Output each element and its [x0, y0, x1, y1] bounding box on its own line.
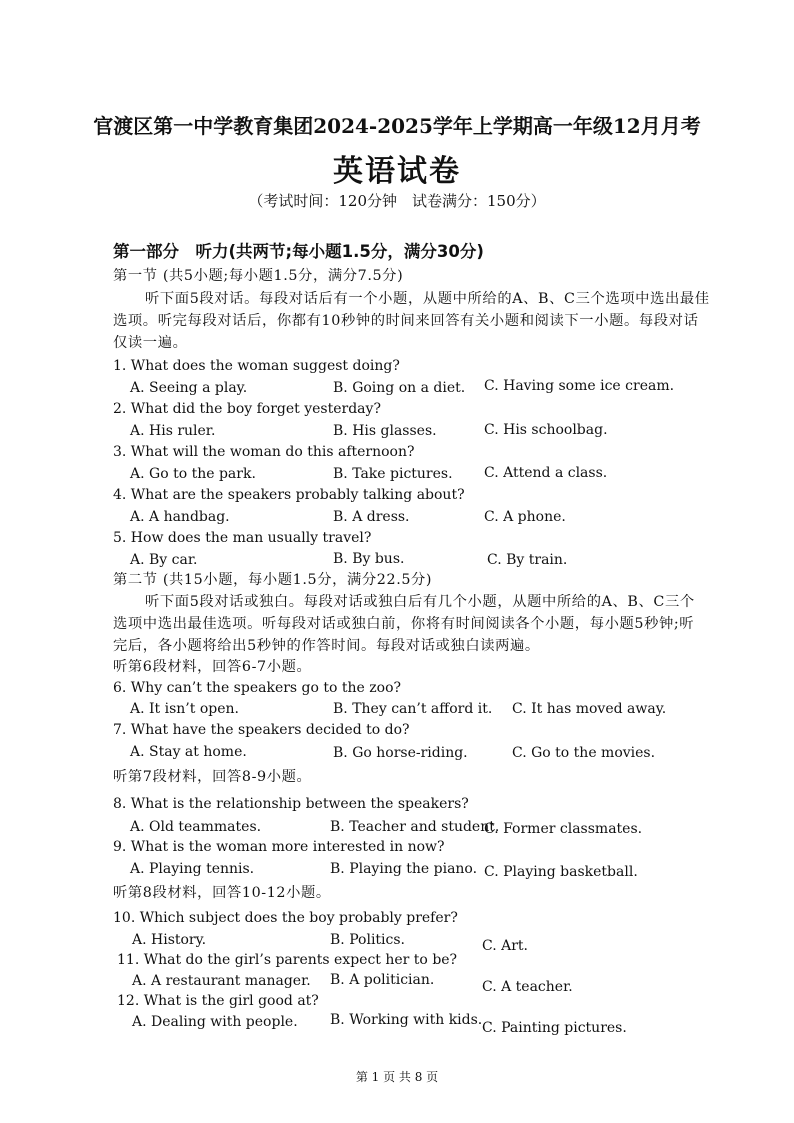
section2-instruction-3: 完后，各小题将给出5秒钟的作答时间。每段对话或独白读两遍。: [113, 638, 540, 654]
exam-title: 官渡区第一中学教育集团2024-2025学年上学期高一年级12月月考: [93, 114, 701, 138]
q6-option-c: C. It has moved away.: [512, 701, 667, 717]
q7-option-c: C. Go to the movies.: [512, 745, 656, 761]
q12-option-c: C. Painting pictures.: [482, 1020, 627, 1036]
q7-option-a: A. Stay at home.: [130, 744, 247, 760]
question-7: 7. What have the speakers decided to do?: [113, 722, 410, 738]
section1-instruction-2: 选项。听完每段对话后，你都有10秒钟的时间来回答有关小题和阅读下一小题。每段对话: [113, 313, 699, 329]
question-3: 3. What will the woman do this afternoon?: [113, 444, 415, 460]
q3-option-a: A. Go to the park.: [130, 466, 256, 482]
q6-option-a: A. It isn’t open.: [130, 701, 239, 717]
q4-option-b: B. A dress.: [333, 509, 410, 525]
q8-option-c: C. Former classmates.: [484, 821, 643, 837]
q10-option-a: A. History.: [132, 932, 207, 948]
question-11: 11. What do the girl’s parents expect her to be?: [117, 952, 458, 968]
q9-option-a: A. Playing tennis.: [130, 861, 255, 877]
section1-heading: 第一节 (共5小题;每小题1.5分，满分7.5分): [113, 268, 404, 284]
q2-option-c: C. His schoolbag.: [484, 422, 608, 438]
q2-option-a: A. His ruler.: [130, 423, 216, 439]
q3-option-b: B. Take pictures.: [333, 466, 453, 482]
q5-option-b: B. By bus.: [333, 551, 405, 567]
q4-option-a: A. A handbag.: [130, 509, 230, 525]
q5-option-c: C. By train.: [487, 552, 568, 568]
q8-option-a: A. Old teammates.: [130, 819, 262, 835]
q6-option-b: B. They can’t afford it.: [333, 701, 493, 717]
section2-instruction-1: 听下面5段对话或独白。每段对话或独白后有几个小题，从题中所给的A、B、C三个: [145, 594, 695, 610]
question-6: 6. Why can’t the speakers go to the zoo?: [113, 680, 402, 696]
q11-option-c: C. A teacher.: [482, 979, 573, 995]
material-note-8: 听第8段材料，回答10-12小题。: [113, 885, 331, 901]
q5-option-a: A. By car.: [130, 552, 198, 568]
material-note-6: 听第6段材料，回答6-7小题。: [113, 659, 312, 675]
q8-option-b: B. Teacher and student.: [330, 819, 500, 835]
question-4: 4. What are the speakers probably talking about?: [113, 487, 465, 503]
q4-option-c: C. A phone.: [484, 509, 566, 525]
q9-option-c: C. Playing basketball.: [484, 864, 638, 880]
question-10: 10. Which subject does the boy probably prefer?: [113, 910, 458, 926]
q10-option-c: C. Art.: [482, 938, 528, 954]
q12-option-a: A. Dealing with people.: [132, 1014, 298, 1030]
question-1: 1. What does the woman suggest doing?: [113, 358, 400, 374]
q1-option-c: C. Having some ice cream.: [484, 378, 675, 394]
q9-option-b: B. Playing the piano.: [330, 861, 478, 877]
section2-heading: 第二节 (共15小题，每小题1.5分，满分22.5分): [113, 572, 433, 588]
exam-info: （考试时间：120分钟 试卷满分：150分）: [248, 192, 546, 210]
question-8: 8. What is the relationship between the speakers?: [113, 796, 469, 812]
q12-option-b: B. Working with kids.: [330, 1012, 483, 1028]
q3-option-c: C. Attend a class.: [484, 465, 608, 481]
question-12: 12. What is the girl good at?: [117, 993, 319, 1009]
subject-title: 英语试卷: [333, 154, 461, 189]
q7-option-b: B. Go horse-riding.: [333, 745, 468, 761]
question-9: 9. What is the woman more interested in now?: [113, 839, 445, 855]
q1-option-a: A. Seeing a play.: [130, 380, 248, 396]
material-note-7: 听第7段材料，回答8-9小题。: [113, 769, 312, 785]
section2-instruction-2: 选项中选出最佳选项。听每段对话或独白前，你将有时间阅读各个小题，每小题5秒钟;听: [113, 616, 695, 632]
part1-heading: 第一部分 听力(共两节;每小题1.5分，满分30分): [113, 242, 484, 261]
page-footer: 第 1 页 共 8 页: [355, 1070, 439, 1084]
q11-option-a: A. A restaurant manager.: [132, 973, 311, 989]
question-5: 5. How does the man usually travel?: [113, 530, 372, 546]
q2-option-b: B. His glasses.: [333, 423, 437, 439]
question-2: 2. What did the boy forget yesterday?: [113, 401, 381, 417]
section1-instruction-3: 仅读一遍。: [113, 335, 188, 351]
q11-option-b: B. A politician.: [330, 972, 435, 988]
q1-option-b: B. Going on a diet.: [333, 380, 466, 396]
section1-instruction-1: 听下面5段对话。每段对话后有一个小题，从题中所给的A、B、C三个选项中选出最佳: [145, 291, 710, 307]
q10-option-b: B. Politics.: [330, 932, 406, 948]
